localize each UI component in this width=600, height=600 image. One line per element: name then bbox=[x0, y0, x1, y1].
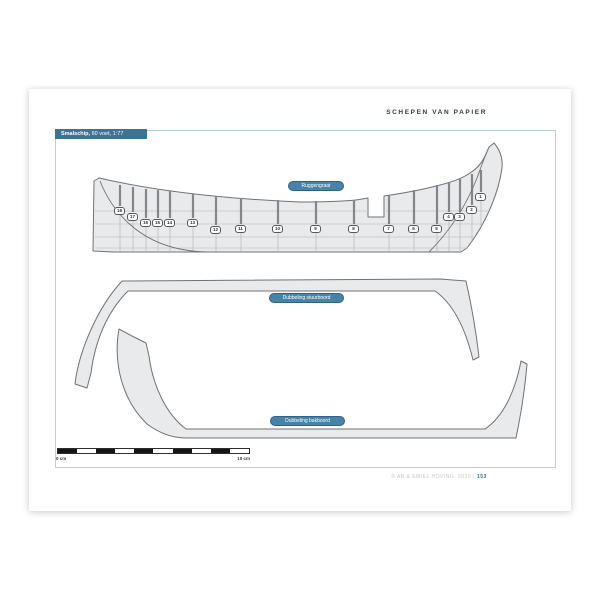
label-doubling-starboard: Dubbeling stuurboord bbox=[269, 293, 344, 303]
frame-number-badge: 3 bbox=[454, 213, 465, 221]
copyright-credit: © AB & EMIEL HOVING, 2020 bbox=[391, 474, 472, 480]
scale-segment bbox=[211, 449, 230, 453]
frame-number-badge: 2 bbox=[466, 206, 477, 214]
scale-segment bbox=[192, 449, 211, 453]
scale-bar-segments bbox=[58, 449, 249, 453]
scale-segment bbox=[115, 449, 134, 453]
scale-start-label: 0 cm bbox=[56, 456, 67, 461]
page-footer bbox=[339, 474, 539, 480]
scale-segment bbox=[230, 449, 249, 453]
scale-end-label: 10 cm bbox=[237, 456, 250, 461]
frame-number-badge: 1 bbox=[475, 193, 486, 201]
frame-number-badge: 15 bbox=[152, 219, 163, 227]
frame-number-badge: 13 bbox=[187, 219, 198, 227]
frame-number-badge: 14 bbox=[164, 219, 175, 227]
frame-number-badge: 5 bbox=[431, 225, 442, 233]
hull-spine-outline bbox=[93, 143, 502, 252]
frame-number-badge: 16 bbox=[140, 219, 151, 227]
frame-number-badge: 10 bbox=[272, 225, 283, 233]
scale-segment bbox=[58, 449, 77, 453]
frame-number-badge: 7 bbox=[383, 225, 394, 233]
scale-segment bbox=[153, 449, 172, 453]
label-backbone: Ruggengraat bbox=[288, 181, 344, 191]
ship-type-details: 60 voet, 1:77 bbox=[90, 131, 124, 137]
scale-segment bbox=[173, 449, 192, 453]
scale-bar bbox=[57, 448, 250, 454]
frame-number-badge: 8 bbox=[348, 225, 359, 233]
frame-number-badge: 12 bbox=[210, 226, 221, 234]
footer-separator: | bbox=[473, 474, 475, 480]
frame-number-badge: 18 bbox=[114, 207, 125, 215]
frame-number-badge: 6 bbox=[408, 225, 419, 233]
scale-segment bbox=[77, 449, 96, 453]
page-header-title: SCHEPEN VAN PAPIER bbox=[386, 109, 487, 116]
frame-number-badge: 9 bbox=[310, 225, 321, 233]
page-number: 153 bbox=[476, 474, 487, 480]
label-doubling-port: Dubbeling bakboord bbox=[270, 416, 345, 426]
frame-number-badge: 4 bbox=[443, 213, 454, 221]
scale-segment bbox=[134, 449, 153, 453]
scale-segment bbox=[96, 449, 115, 453]
frame-number-badge: 11 bbox=[235, 225, 246, 233]
frame-number-badge: 17 bbox=[127, 213, 138, 221]
ship-type-name: Smalschip, bbox=[61, 131, 91, 137]
